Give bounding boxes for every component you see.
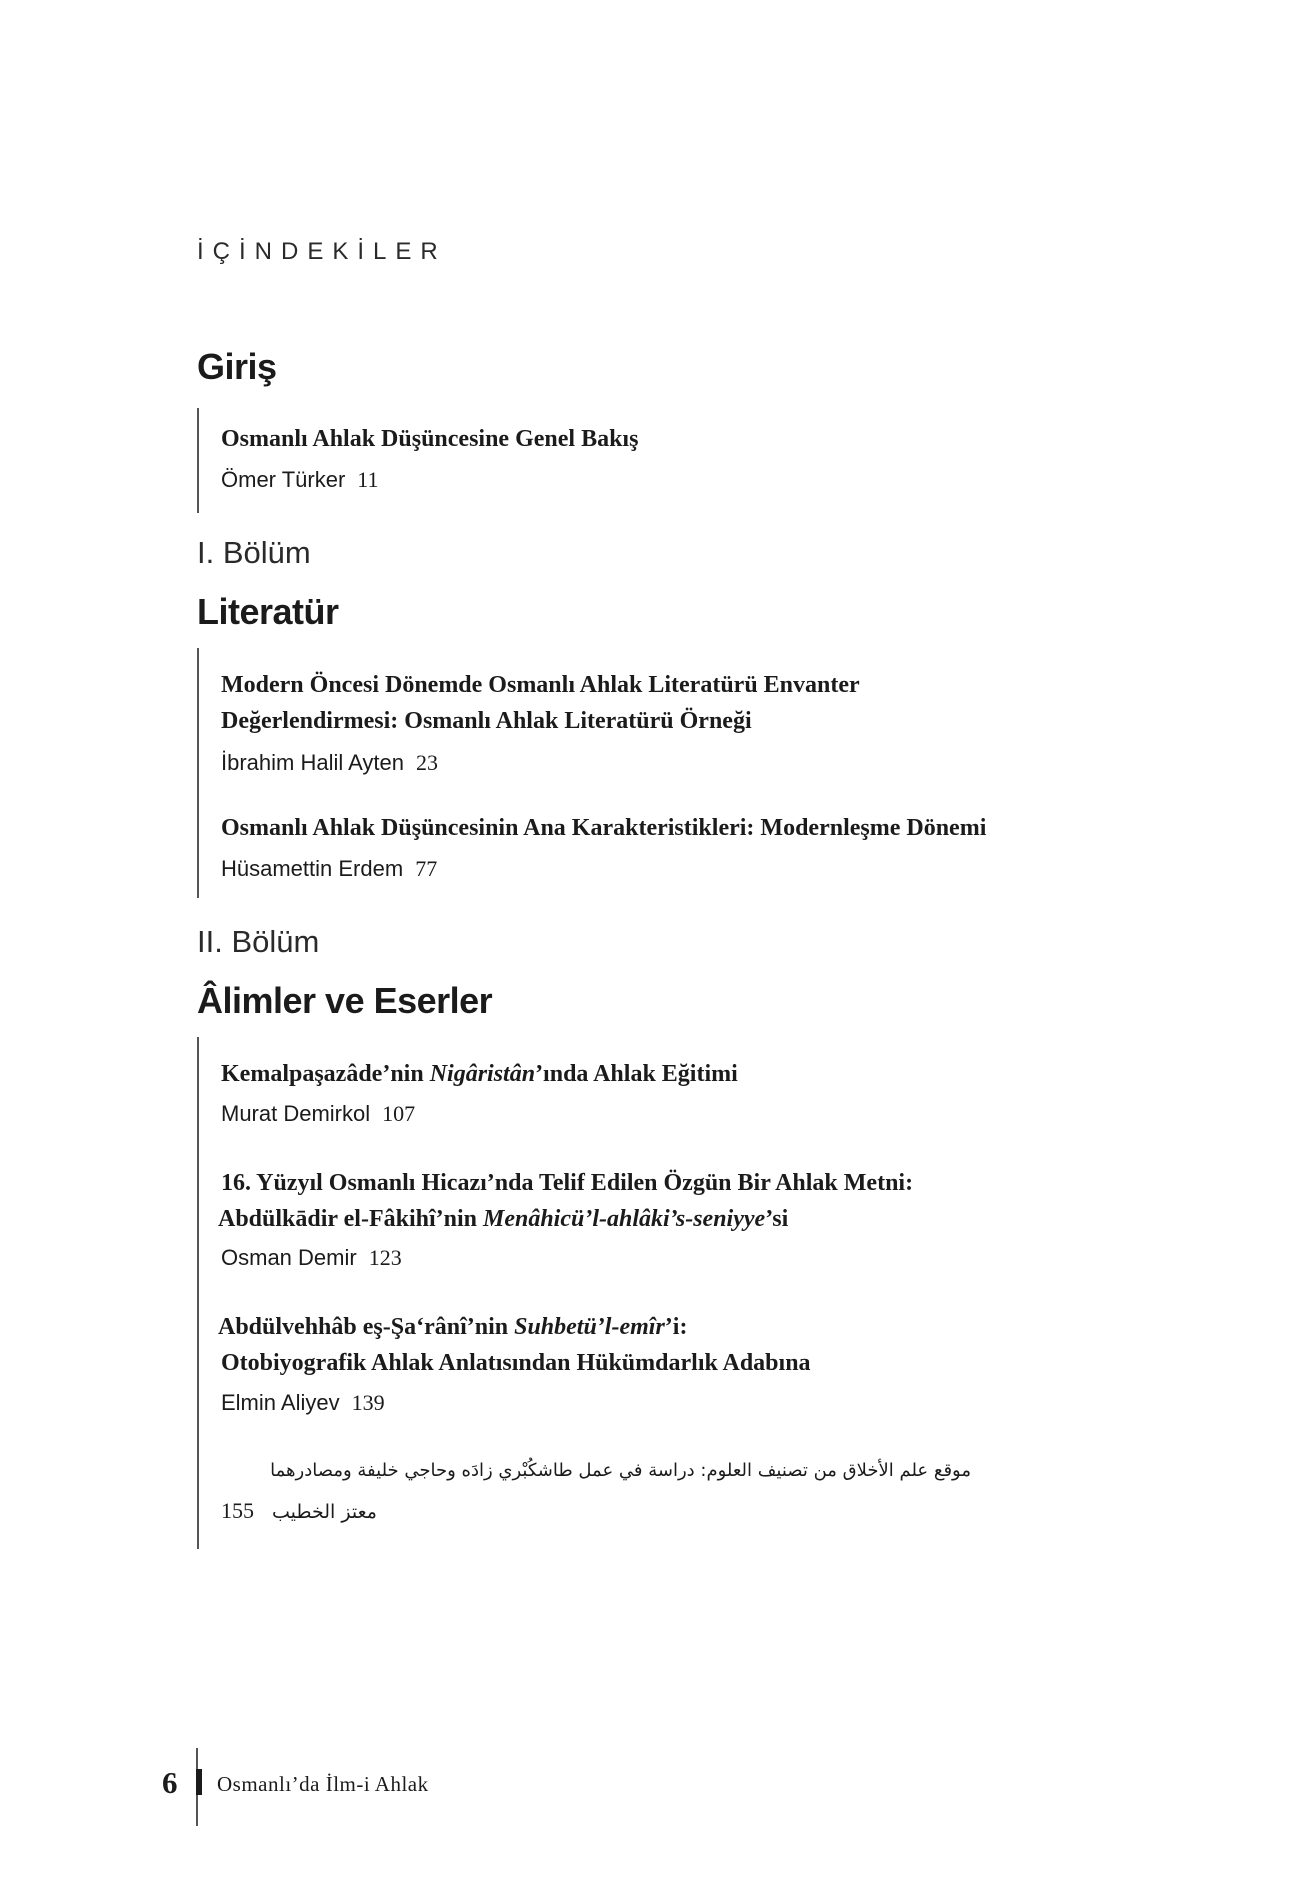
entry-page-number: 11: [357, 467, 379, 492]
entry-author: Elmin Aliyev: [221, 1390, 340, 1415]
entry-title: Kemalpaşazâde’nin Nigâristân’ında Ahlak Eğitimi: [221, 1061, 738, 1087]
entry-author-line: [221, 467, 378, 493]
entry-title-line: Abdülvehhâb eş-Şa‘rânî’nin Suhbetü’l-emîr’i:: [218, 1314, 688, 1340]
entry-author-line: [221, 750, 438, 776]
section-rule-giris: [197, 408, 199, 513]
entry-title: Osmanlı Ahlak Düşüncesine Genel Bakış: [221, 426, 639, 452]
section-title-giris: Giriş: [197, 346, 277, 387]
running-footer-title: Osmanlı’da İlm-i Ahlak: [217, 1772, 429, 1796]
section-rule-literatur: [197, 648, 199, 898]
entry-title-line: Modern Öncesi Dönemde Osmanlı Ahlak Literatürü Envanter: [221, 672, 860, 698]
entry-page-number: 107: [382, 1101, 416, 1126]
entry-page-number: 23: [416, 750, 439, 775]
entry-title-line: Değerlendirmesi: Osmanlı Ahlak Literatürü Örneği: [221, 708, 752, 734]
entry-author: İbrahim Halil Ayten: [221, 750, 405, 775]
entry-page-number: 77: [415, 856, 438, 881]
entry-title: Osmanlı Ahlak Düşüncesinin Ana Karakteristikleri: Modernleşme Dönemi: [221, 815, 987, 841]
entry-title-arabic: موقع علم الأخلاق من تصنيف العلوم: دراسة في عمل طاشكُبْري زادَه وحاجي خليفة ومصادرهما: [270, 1460, 971, 1481]
entry-page-number: 139: [351, 1390, 385, 1415]
part-label-2: II. Bölüm: [197, 924, 320, 959]
entry-title-line: 16. Yüzyıl Osmanlı Hicazı’nda Telif Edilen Özgün Bir Ahlak Metni:: [221, 1170, 914, 1196]
entry-author: Ömer Türker: [221, 467, 346, 492]
entry-author: Hüsamettin Erdem: [221, 856, 404, 881]
entry-title-line: Abdülkādir el-Fâkihî’nin Menâhicü’l-ahlâki’s-seniyye’si: [218, 1206, 789, 1232]
page-number: 6: [162, 1765, 178, 1800]
entry-page-number: 155: [221, 1498, 254, 1523]
entry-author: Murat Demirkol: [221, 1101, 371, 1126]
entry-title-line: Otobiyografik Ahlak Anlatısından Hükümdarlık Adabına: [221, 1350, 811, 1376]
entry-author-line: [221, 1245, 402, 1271]
section-rule-alimler: [197, 1037, 199, 1549]
section-title-literatur: Literatür: [197, 591, 339, 632]
footer-bar: [196, 1769, 202, 1795]
section-title-alimler: Âlimler ve Eserler: [197, 980, 493, 1021]
entry-author-line: [221, 1101, 415, 1127]
entry-author-line: [221, 1390, 385, 1416]
entry-page-number: 123: [368, 1245, 402, 1270]
part-label-1: I. Bölüm: [197, 535, 311, 570]
entry-author-line: [221, 1498, 377, 1524]
toc-heading: İÇİNDEKİLER: [197, 238, 447, 265]
entry-author: معتز الخطيب: [272, 1501, 377, 1523]
entry-author: Osman Demir: [221, 1245, 357, 1270]
entry-author-line: [221, 856, 437, 882]
